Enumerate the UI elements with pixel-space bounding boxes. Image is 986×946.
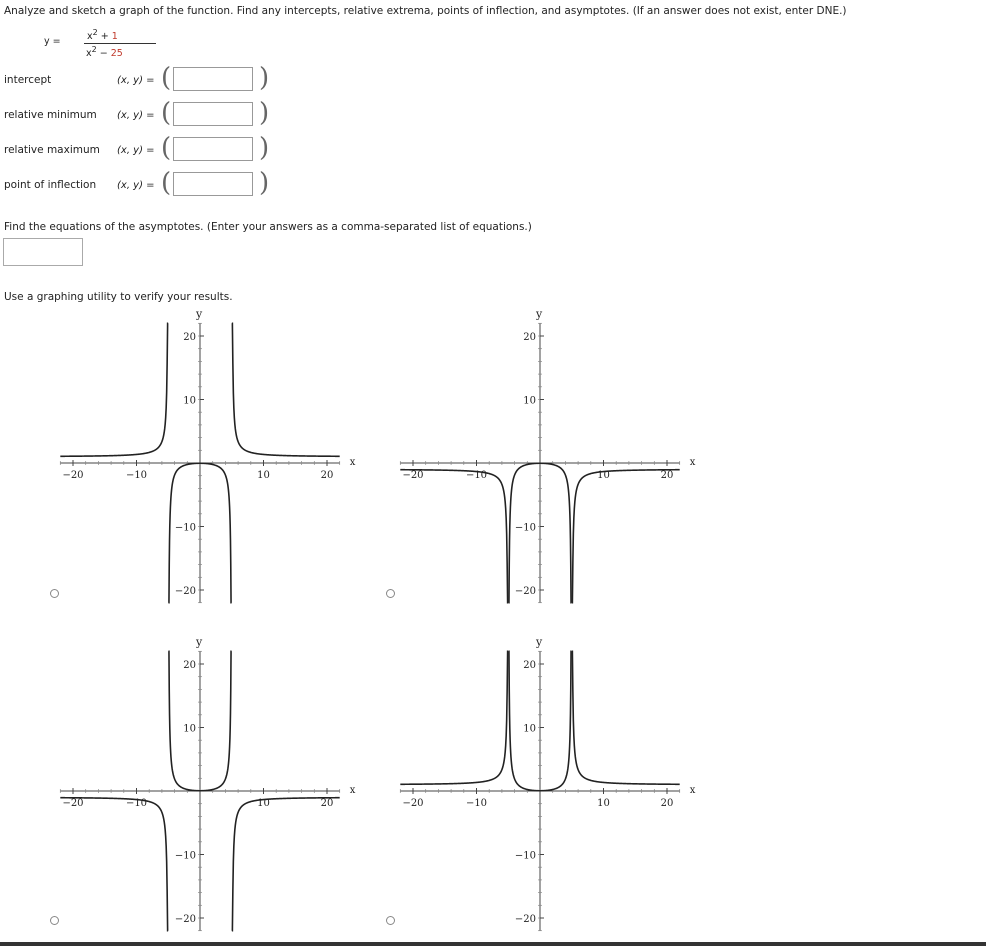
y-tick-label: −20 [514, 914, 536, 925]
y-tick-label: 10 [183, 723, 196, 735]
asymptote-input[interactable] [3, 238, 83, 266]
relative-minimum-coord-label: (x, y) = [117, 110, 155, 121]
y-tick-label: 10 [183, 395, 196, 407]
right-paren: ) [259, 63, 270, 93]
x-tick-label: −10 [125, 470, 148, 481]
relative-maximum-input[interactable] [173, 137, 253, 161]
curve-left-branch [400, 651, 508, 784]
y-tick-label: 20 [523, 332, 536, 343]
y-tick-label: −20 [514, 586, 536, 597]
x-tick-label: 20 [320, 470, 334, 481]
x-tick-label: 20 [320, 798, 334, 809]
right-paren: ) [259, 133, 270, 163]
curve-right-branch [232, 323, 340, 456]
x-tick-label: −20 [62, 798, 84, 809]
x-axis-label: x [689, 785, 696, 796]
graph-prompt: Use a graphing utility to verify your results. [4, 291, 233, 303]
x-tick-label: −20 [62, 470, 84, 481]
y-axis-label: y [536, 307, 543, 321]
y-axis-label: y [196, 635, 203, 649]
left-paren: ( [161, 98, 172, 128]
bottom-rule [0, 942, 986, 946]
asymptote-prompt: Find the equations of the asymptotes. (Enter your answers as a comma-separated list of equations.) [4, 221, 532, 233]
y-axis-label: y [196, 307, 203, 321]
instructions: Analyze and sketch a graph of the function. Find any intercepts, relative extrema, points of inflection, and asymptotes. (If an answer does not exist, enter DNE.) [4, 5, 847, 17]
x-axis-label: x [349, 785, 356, 796]
x-tick-label: 20 [660, 798, 674, 809]
curve-left-branch [60, 798, 168, 931]
left-paren: ( [161, 63, 172, 93]
right-paren: ) [259, 98, 270, 128]
curve-right-branch [572, 470, 680, 603]
point-of-inflection-label: point of inflection [4, 179, 97, 191]
relative-minimum-input[interactable] [173, 102, 253, 126]
x-tick-label: −10 [465, 470, 488, 481]
x-tick-label: 20 [660, 470, 674, 481]
y-tick-label: 20 [523, 660, 536, 671]
y-tick-label: −10 [174, 850, 196, 862]
x-axis-label: x [349, 457, 356, 468]
y-axis-label: y [536, 635, 543, 649]
y-tick-label: −20 [174, 586, 196, 597]
x-axis-label: x [689, 457, 696, 468]
curve-right-branch [232, 798, 340, 931]
x-tick-label: −10 [125, 798, 148, 809]
left-paren: ( [161, 168, 172, 198]
equation-numerator: $x^2 + 1$ [87, 28, 118, 43]
left-paren: ( [161, 133, 172, 163]
y-tick-label: 10 [523, 395, 536, 407]
y-tick-label: −10 [514, 850, 536, 862]
y-tick-label: −10 [514, 522, 536, 534]
curve-right-branch [572, 651, 680, 784]
x-tick-label: −10 [465, 798, 488, 809]
graph-option-a [0, 300, 360, 610]
x-tick-label: 10 [597, 470, 610, 481]
curve-left-branch [400, 470, 508, 603]
graph-option-d [340, 628, 700, 938]
equation-lhs: y = [44, 36, 61, 47]
y-tick-label: 20 [183, 660, 196, 671]
x-tick-label: 10 [257, 798, 270, 809]
curve-left-branch [60, 323, 168, 456]
intercept-label: intercept [4, 74, 52, 86]
x-tick-label: −20 [402, 470, 424, 481]
intercept-coord-label: (x, y) = [117, 75, 155, 86]
function-equation [44, 28, 124, 60]
x-tick-label: 10 [257, 470, 270, 481]
point-of-inflection-input[interactable] [173, 172, 253, 196]
right-paren: ) [259, 168, 270, 198]
fraction-bar [84, 43, 156, 44]
relative-maximum-label: relative maximum [4, 144, 100, 156]
x-tick-label: 10 [597, 798, 610, 809]
graph-option-c [0, 628, 360, 938]
equation-denominator: $x^2 - 25$ [86, 45, 123, 60]
y-tick-label: −20 [174, 914, 196, 925]
point-of-inflection-coord-label: (x, y) = [117, 180, 155, 191]
y-tick-label: −10 [174, 522, 196, 534]
intercept-input[interactable] [173, 67, 253, 91]
relative-minimum-label: relative minimum [4, 109, 97, 121]
relative-maximum-coord-label: (x, y) = [117, 145, 155, 156]
y-tick-label: 20 [183, 332, 196, 343]
x-tick-label: −20 [402, 798, 424, 809]
y-tick-label: 10 [523, 723, 536, 735]
graph-option-b [340, 300, 700, 610]
